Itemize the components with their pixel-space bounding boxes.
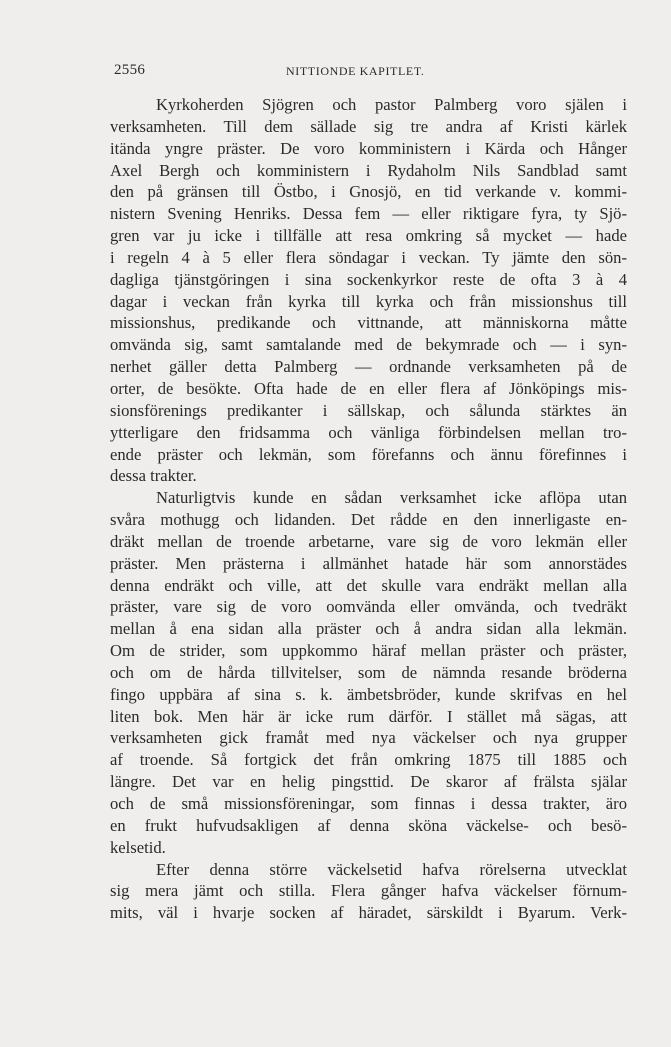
- text-line: Axel Bergh och komministern i Rydaholm Nils Sandblad samt: [110, 160, 627, 180]
- text-line: mellan å ena sidan alla präster och å andra sidan alla lekmän.: [110, 619, 627, 639]
- text-line: gren var ju icke i tillfälle att resa omkring så mycket — hade: [110, 226, 627, 246]
- text-line: verksamheten gick framåt med nya väckelser och nya grupper: [110, 728, 627, 748]
- text-line: dagar i veckan från kyrka till kyrka och från missionshus till: [110, 291, 627, 311]
- text-line: orter, de besökte. Ofta hade de en eller flera af Jönköpings mis-: [110, 378, 627, 398]
- text-line: nerhet gäller detta Palmberg — ordnande verksamheten på de: [110, 357, 627, 377]
- text-line: kelsetid.: [110, 837, 166, 857]
- paragraph: [110, 859, 627, 925]
- text-line: omvända sig, samt samtalande med de bekymrade och — i syn-: [110, 335, 627, 355]
- text-line: ytterligare den fridsamma och vänliga förbindelsen mellan tro-: [110, 422, 627, 442]
- text-line: sig mera jämt och stilla. Flera gånger hafva väckelser förnum-: [110, 881, 627, 901]
- text-line: af troende. Så fortgick det från omkring 1875 till 1885 och: [110, 750, 627, 770]
- paragraph: [110, 94, 627, 487]
- text-line: svåra mothugg och lidanden. Det rådde en den innerligaste en-: [110, 510, 627, 530]
- text-line: verksamheten. Till dem sällade sig tre andra af Kristi kärlek: [110, 116, 627, 136]
- text-line: nistern Svening Henriks. Dessa fem — eller riktigare fyra, ty Sjö-: [110, 204, 627, 224]
- running-title: NITTIONDE KAPITLET.: [286, 64, 425, 78]
- text-line: längre. Det var en helig pingsttid. De skaror af frälsta själar: [110, 772, 627, 792]
- text-line: mits, väl i hvarje socken af häradet, särskildt i Byarum. Verk-: [110, 903, 627, 923]
- text-line: och om de hårda tillvitelser, som de nämnda resande bröderna: [110, 662, 627, 682]
- text-line: fingo uppbära af sina s. k. ämbetsbröder, kunde skrifvas en hel: [110, 684, 627, 704]
- text-line: en frukt hufvudsakligen af denna sköna väckelse- och besö-: [110, 815, 627, 835]
- text-line: Efter denna större väckelsetid hafva rörelserna utvecklat: [156, 859, 627, 879]
- page-number: 2556: [114, 62, 146, 78]
- text-line: dagliga tjänstgöringen i sina sockenkyrkor reste de ofta 3 à 4: [110, 269, 627, 289]
- text-line: i regeln 4 à 5 eller flera söndagar i veckan. Ty jämte den sön-: [110, 247, 627, 267]
- text-line: och de små missionsföreningar, som finnas i dessa trakter, äro: [110, 794, 627, 813]
- text-line: ende präster och lekmän, som förefanns och ännu förefinnes i: [110, 444, 627, 464]
- text-line: dräkt mellan de troende arbetarne, vare sig de voro lekmän eller: [110, 531, 627, 551]
- paragraph: [110, 487, 627, 858]
- text-line: präster, vare sig de voro oomvända eller omvända, och tvedräkt: [110, 597, 627, 617]
- text-line: Naturligtvis kunde en sådan verksamhet icke aflöpa utan: [156, 488, 627, 508]
- text-line: missionshus, predikande och vittnande, att människorna måtte: [110, 313, 627, 333]
- text-line: denna endräkt och ville, att det skulle vara endräkt mellan alla: [110, 575, 627, 595]
- body-text: [110, 94, 627, 924]
- text-line: dessa trakter.: [110, 466, 197, 486]
- text-line: den på gränsen till Östbo, i Gnosjö, en tid verkande v. kommi-: [110, 182, 627, 202]
- text-line: sionsförenings predikanter i sällskap, och sålunda stärktes än: [110, 400, 627, 420]
- text-line: liten bok. Men här är icke rum därför. I stället må sägas, att: [110, 706, 627, 726]
- text-line: Om de strider, som uppkommo häraf mellan präster och präster,: [110, 641, 627, 661]
- text-line: Kyrkoherden Sjögren och pastor Palmberg voro själen i: [156, 95, 627, 114]
- text-line: itända yngre präster. De voro komministern i Kärda och Hånger: [110, 138, 627, 158]
- text-line: präster. Men prästerna i allmänhet hatade här som annorstädes: [110, 553, 627, 573]
